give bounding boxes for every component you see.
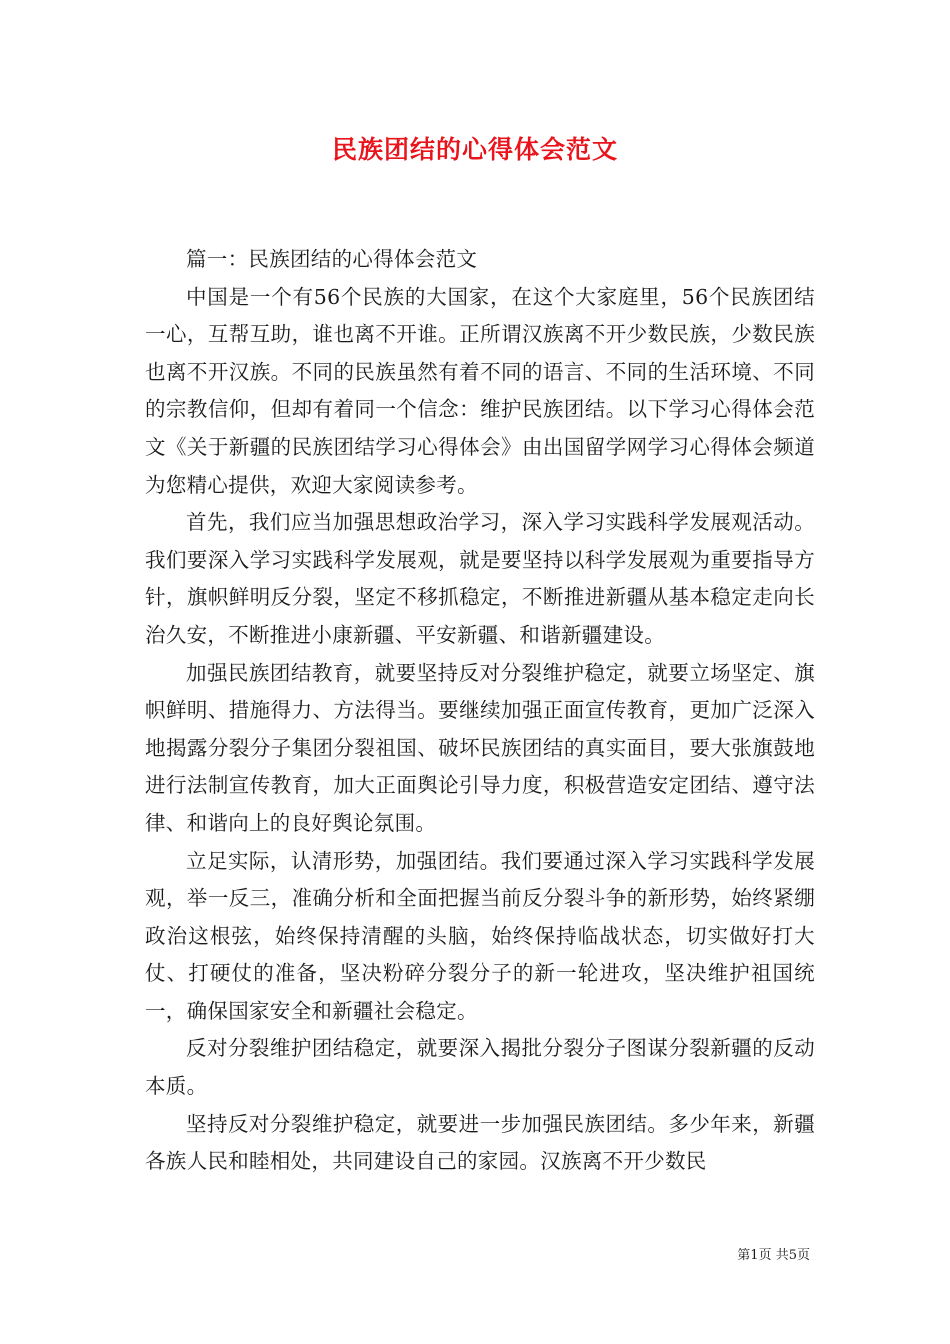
paragraph-ethnic-harmony: 坚持反对分裂维护稳定，就要进一步加强民族团结。多少年来，新疆各族人民和睦相处，共同建设自己的家园。汉族离不开少数民 (145, 1111, 815, 1174)
paragraph-unity-education: 加强民族团结教育，就要坚持反对分裂维护稳定，就要立场坚定、旗帜鲜明、措施得力、方法得当。要继续加强正面宣传教育，更加广泛深入地揭露分裂分子集团分裂祖国、破坏民族团结的真实面目，要大张旗鼓地进行法制宣传教育，加大正面舆论引导力度，积极营造安定团结、遵守法律、和谐向上的良好舆论氛围。 (145, 660, 815, 835)
paragraph-oppose-separatism: 反对分裂维护团结稳定，就要深入揭批分裂分子图谋分裂新疆的反动本质。 (145, 1036, 815, 1099)
footer-middle: 页 共 (758, 1248, 789, 1263)
footer-prefix: 第 (737, 1248, 751, 1263)
current-page-number: 1 (750, 1248, 759, 1263)
page-number-footer (737, 1247, 810, 1265)
total-pages-number: 5 (788, 1248, 797, 1263)
page-title: 民族团结的心得体会范文 (331, 135, 618, 164)
paragraph-political-study: 首先，我们应当加强思想政治学习，深入学习实践科学发展观活动。我们要深入学习实践科学发展观，就是要坚持以科学发展观为重要指导方针，旗帜鲜明反分裂，坚定不移抓稳定，不断推进新疆从基本稳定走向长治久安，不断推进小康新疆、平安新疆、和谐新疆建设。 (145, 510, 815, 647)
document-body (145, 241, 815, 1181)
footer-suffix: 页 (796, 1248, 810, 1263)
section-heading: 篇一：民族团结的心得体会范文 (186, 247, 478, 271)
paragraph-intro: 中国是一个有56个民族的大国家，在这个大家庭里，56个民族团结一心，互帮互助，谁也离不开谁。正所谓汉族离不开少数民族，少数民族也离不开汉族。不同的民族虽然有着不同的语言、不同的生活环境、不同的宗教信仰，但却有着同一个信念：维护民族团结。以下学习心得体会范文《关于新疆的民族团结学习心得体会》由出国留学网学习心得体会频道为您精心提供，欢迎大家阅读参考。 (145, 284, 815, 497)
paragraph-situation: 立足实际，认清形势，加强团结。我们要通过深入学习实践科学发展观，举一反三，准确分析和全面把握当前反分裂斗争的新形势，始终紧绷政治这根弦，始终保持清醒的头脑，始终保持临战状态，切实做好打大仗、打硬仗的准备，坚决粉碎分裂分子的新一轮进攻，坚决维护祖国统一，确保国家安全和新疆社会稳定。 (145, 848, 815, 1023)
